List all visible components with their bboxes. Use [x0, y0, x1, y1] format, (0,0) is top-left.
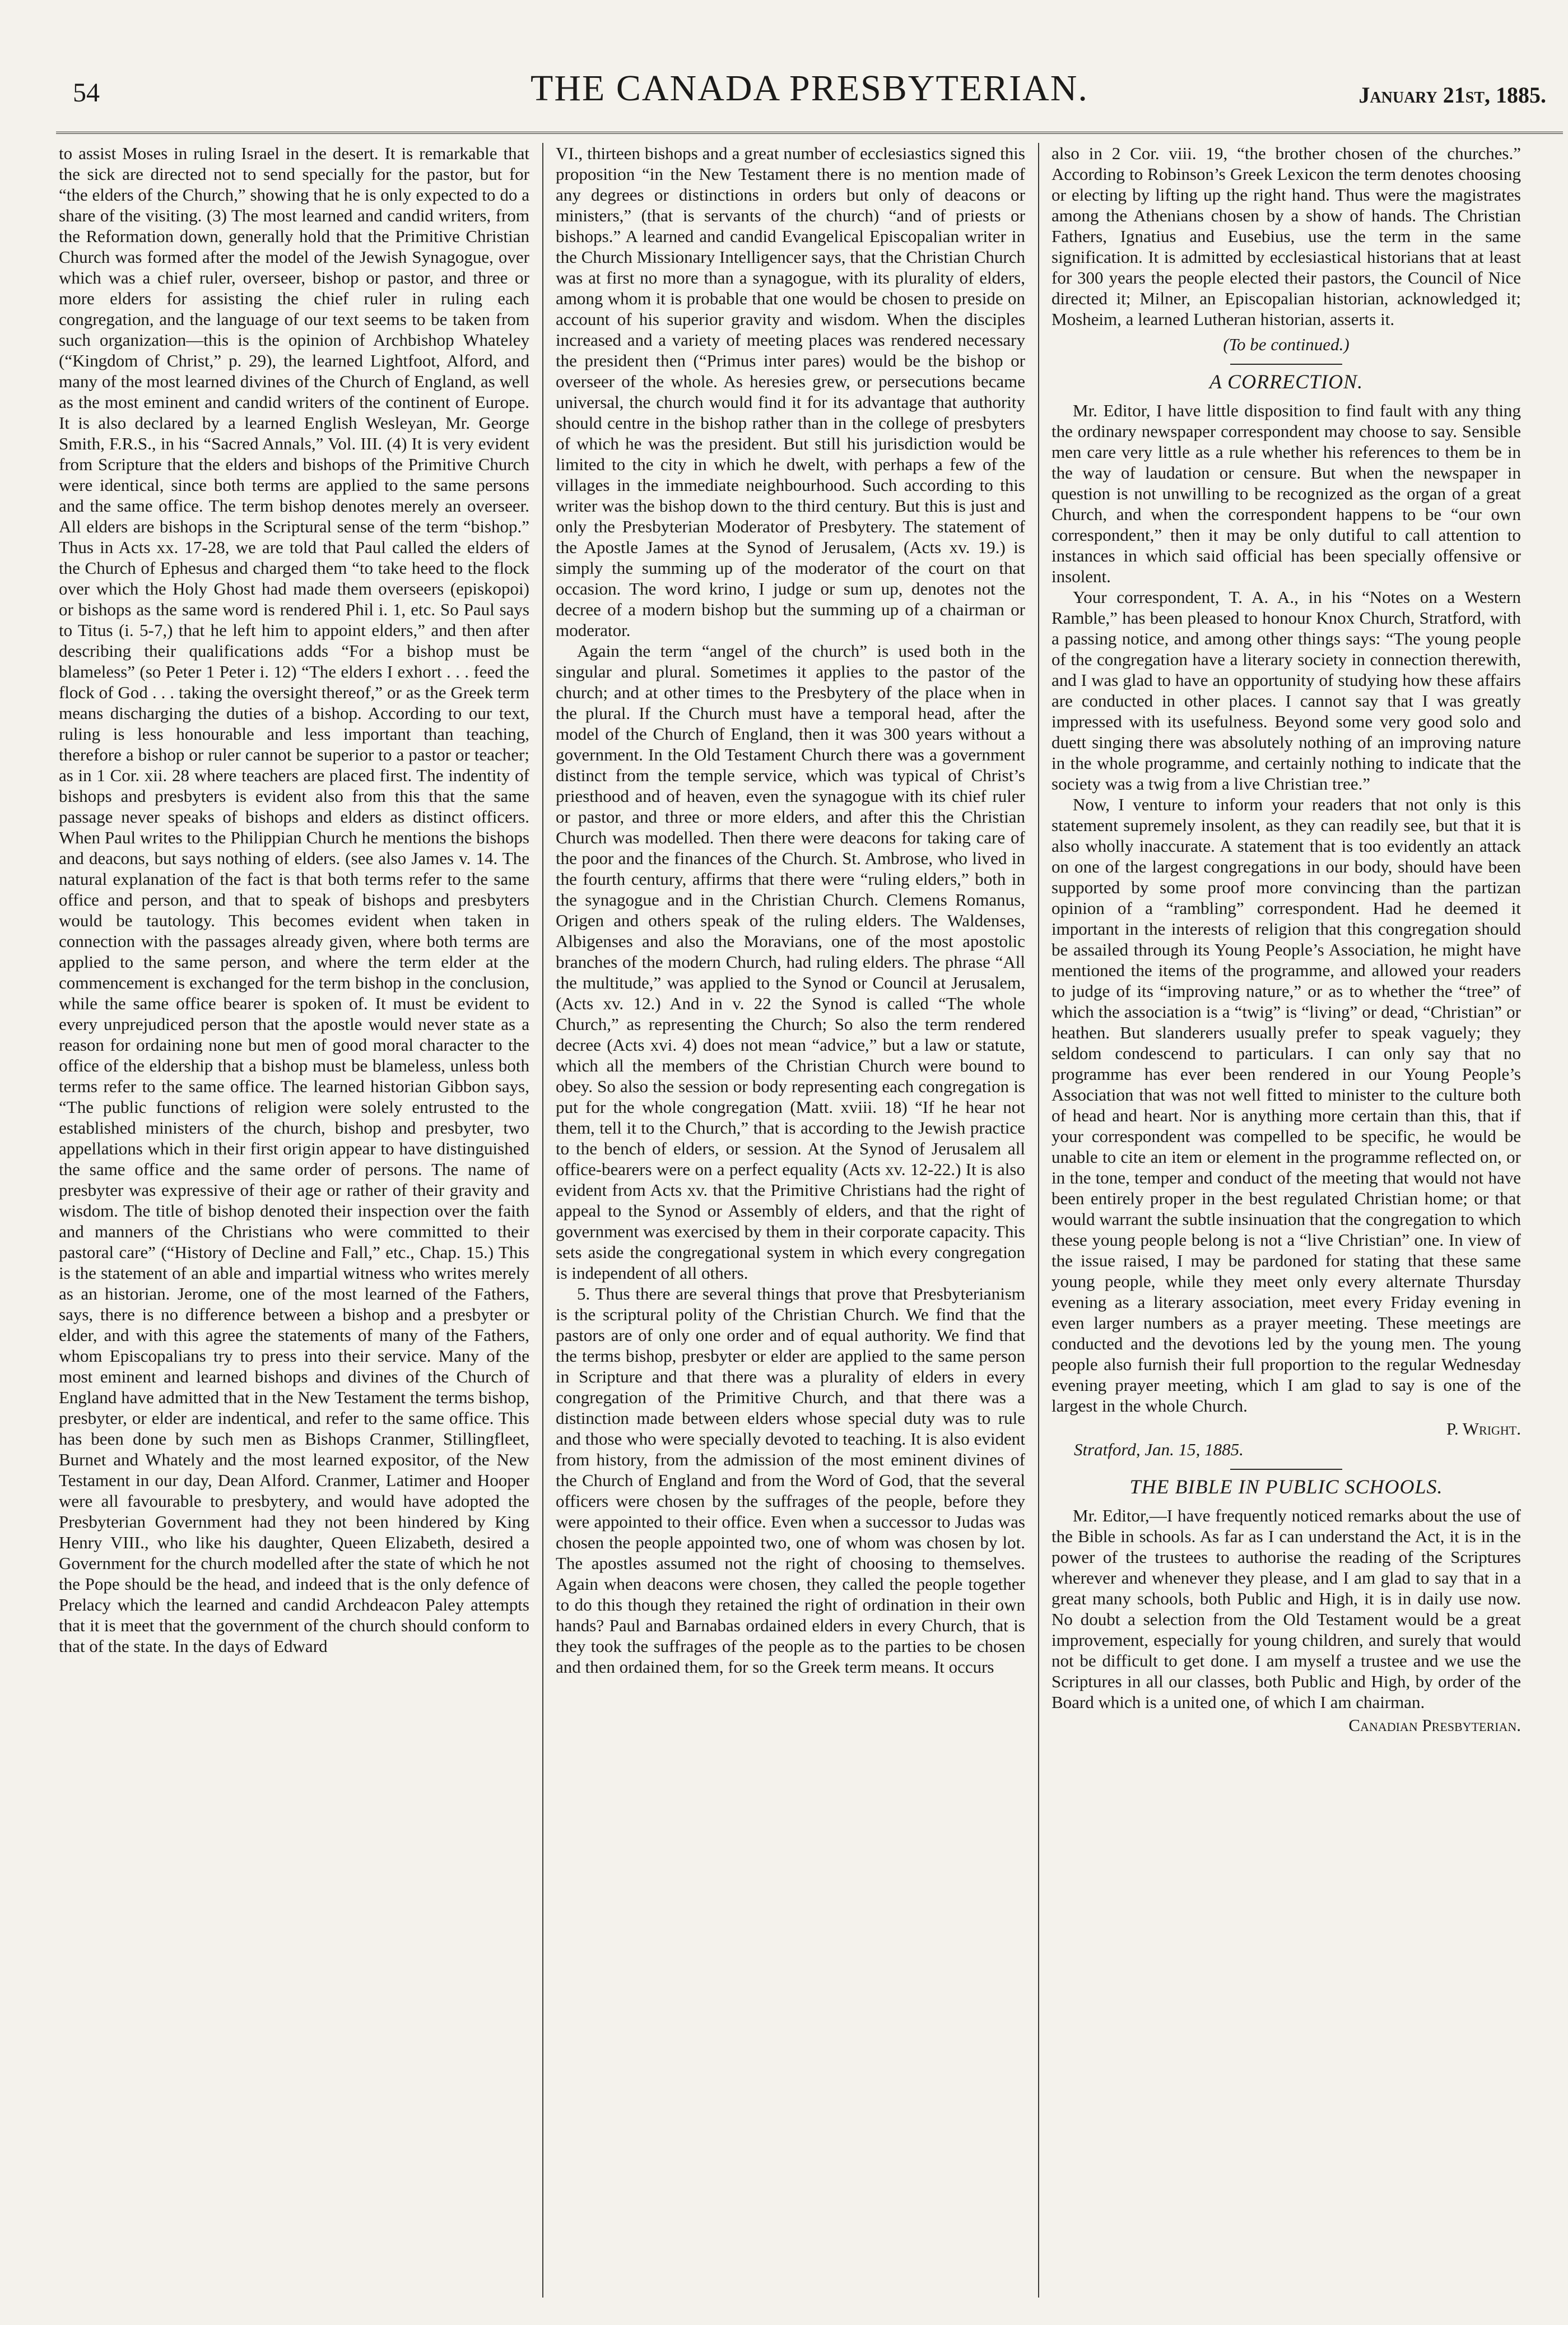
- bible-heading: THE BIBLE IN PUBLIC SCHOOLS.: [1051, 1469, 1521, 1497]
- newspaper-title: THE CANADA PRESBYTERIAN.: [531, 68, 1088, 109]
- section-divider: [1230, 364, 1342, 365]
- column-3: [1038, 143, 1521, 2298]
- article-paragraph: to assist Moses in ruling Israel in the desert. It is remarkable that the sick are directed not to send specially for the pastor, but for “the elders of the Church,” showing that he is only expected to do a share of the visiting. (3) The most learned and candid writers, from the Reformation down, generally hold that the Primitive Christian Church was formed after the model of the Jewish Synagogue, over which was a chief ruler, overseer, bishop or pastor, and three or more elders for assisting the chief ruler in ruling each congregation, and the language of our text seems to be taken from such organization—this is the opinion of Archbishop Whateley (“Kingdom of Christ,” p. 29), the learned Lightfoot, Alford, and many of the most learned divines of the Church of England, as well as the most eminent and candid writers of the continent of Europe. It is also declared by a learned English Wesleyan, Mr. George Smith, F.R.S., in his “Sacred Annals,” Vol. III. (4) It is very evident from Scripture that the elders and bishops of the Primitive Church were identical, since both terms are applied to the same persons and the same office. The term bishop denotes merely an overseer. All elders are bishops in the Scriptural sense of the term “bishop.” Thus in Acts xx. 17-28, we are told that Paul called the elders of the Church of Ephesus and charged them “to take heed to the flock over which the Holy Ghost had made them overseers (episkopoi) or bishops as the same word is rendered Phil i. 1, etc. So Paul says to Titus (i. 5-7,) that he left him to appoint elders,” and then after describing their qualifications adds “For a bishop must be blameless” (so Peter 1 Peter i. 12) “The elders I exhort . . . feed the flock of God . . . taking the oversight thereof,” or as the Greek term means discharging the duties of a bishop. According to our text, ruling is less honourable and less important than teaching, therefore a bishop or ruler cannot be superior to a pastor or teacher; as in 1 Cor. xii. 28 where teachers are placed first. The indentity of bishops and presbyters is evident also from this that the same passage never speaks of bishops and elders as distinct officers. When Paul writes to the Philippian Church he mentions the bishops and deacons, but says nothing of elders. (see also James v. 14. The natural explanation of the fact is that both terms refer to the same office and person, and that to speak of bishops and presbyters would be tautology. This becomes evident when taken in connection with the passages already given, where both terms are applied to the same person, and where the term elder at the commencement is exchanged for the term bishop in the conclusion, while the same office bearer is spoken of. It must be evident to every unprejudiced person that the apostle would never state as a reason for ordaining none but men of good moral character to the office of the eldership that a bishop must be blameless, unless both terms refer to the same office. The learned historian Gibbon says, “The public functions of religion were solely entrusted to the established ministers of the church, bishop and presbyter, two appellations which in their first origin appear to have distinguished the same office and the same order of persons. The name of presbyter was expressive of their age or rather of their gravity and wisdom. The title of bishop denoted their inspection over the faith and manners of the Christians who were committed to their pastoral care” (“History of Decline and Fall,” etc., Chap. 15.) This is the statement of an able and impartial witness who writes merely as an historian. Jerome, one of the most learned of the Fathers, says, there is no difference between a bishop and a presbyter or elder, and with this agree the statements of many of the Fathers, whom Episcopalians try to press into their service. Many of the most eminent and learned bishops and divines of the Church of England have admitted that in the New Testament the terms bishop, presbyter, or elder are indentical, and refer to the same office. This has been done by such men as Bishops Cranmer, Stillingfleet, Burnet and Whately and the most learned expositor, of the New Testament in our day, Dean Alford. Cranmer, Latimer and Hooper were all favourable to presbytery, and would have adopted the Presbyterian Government had they not been hindered by King Henry VIII., who like his daughter, Queen Elizabeth, desired a Government for the church modelled after the state of which he not the Pope should be the head, and indeed that is the only defence of Prelacy which the learned and candid Archdeacon Paley attempts that it is meet that the government of the church should conform to that of the state. In the days of Edward: [59, 143, 529, 1656]
- to-be-continued: (To be continued.): [1223, 335, 1350, 354]
- letter-paragraph: Now, I venture to inform your readers that not only is this statement supremely insolent, as they can readily see, but that it is also wholly inaccurate. A statement that is too evidently an attack on one of the largest congregations in our body, should have been supported by some proof more convincing than the partizan opinion of a “rambling” correspondent. Had he deemed it important in the interests of religion that this congregation should be assailed through its Young People’s Association, he might have mentioned the items of the programme, and allowed your readers to judge of its “improving nature,” or as to whether the “tree” of which the association is a “twig” is “living” or dead, “Christian” or heathen. But slanderers usually prefer to speak vaguely; they seldom condescend to particulars. I can only say that no programme has ever been rendered in our Young People’s Association that was not well fitted to minister to the culture both of head and heart. Nor is anything more certain than this, that if your correspondent was compelled to be specific, he would be unable to cite an item or element in the programme reflected on, or in the tone, temper and conduct of the meeting that would not have been entirely proper in the best regulated Christian home; or that would warrant the subtle insinuation that the congregation to which these young people belong is not a “live Christian” one. In view of the issue raised, I may be pardoned for stating that these same young people, while they meet only every alternate Thursday evening as a literary association, meet every Friday evening in even larger numbers as a prayer meeting. These meetings are conducted and the devotions led by the young men. The young people also furnish their full proportion to the regular Wednesday evening prayer meeting, which I am glad to say is one of the largest in the whole Church.: [1051, 795, 1521, 1416]
- letter-paragraph: Your correspondent, T. A. A., in his “Notes on a Western Ramble,” has been pleased to honour Knox Church, Stratford, with a passing notice, and among other things says: “The young people of the congregation have a literary society in connection therewith, and I was glad to have an opportunity of studying how these affairs are conducted in other places. I cannot say that I was greatly impressed with its usefulness. Beyond some very good solo and duett singing there was absolutely nothing of an improving nature in the whole programme, and certainly nothing to indicate that the society was a twig from a live Christian tree.”: [1051, 587, 1521, 793]
- newspaper-page: [56, 67, 1563, 2298]
- letter-place-date: Stratford, Jan. 15, 1885.: [1074, 1440, 1244, 1459]
- masthead: [56, 67, 1563, 134]
- article-columns: [56, 143, 1563, 2298]
- column-1: [59, 143, 529, 2298]
- section-divider: [1230, 1469, 1342, 1470]
- letter-signature: Canadian Presbyterian.: [1348, 1715, 1521, 1735]
- article-paragraph: also in 2 Cor. viii. 19, “the brother chosen of the churches.” According to Robinson’s Greek Lexicon the term denotes choosing or electing by lifting up the right hand. Thus were the magistrates among the Athenians chosen by a show of hands. The Christian Fathers, Ignatius and Eusebius, use the term in the same signification. It is admitted by ecclesiastical historians that at least for 300 years the people elected their pastors, the Council of Nice directed it; Milner, an Episcopalian historian, acknowledged it; Mosheim, a learned Lutheran historian, asserts it.: [1051, 143, 1521, 329]
- issue-date: January 21st, 1885.: [1358, 82, 1546, 108]
- page-number: 54: [73, 78, 100, 108]
- correction-heading: A CORRECTION.: [1051, 364, 1521, 392]
- article-paragraph: VI., thirteen bishops and a great number of ecclesiastics signed this proposition “in the New Testament there is no mention made of any degrees or distinctions in orders but only of deacons or ministers,” (that is servants of the church) “and of priests or bishops.” A learned and candid Evangelical Episcopalian writer in the Church Missionary Intelligencer says, that the Christian Church was at first no more than a synagogue, with its plurality of elders, among whom it is probable that one would be chosen to preside on account of his superior gravity and wisdom. When the disciples increased and a variety of meeting places was rendered necessary the president then (“Primus inter pares) would be the bishop or overseer of the whole. As heresies grew, or persecutions became universal, the church would find it for its advantage that authority should centre in the bishop rather than in the college of presbyters of which he was the president. But still his jurisdiction would be limited to the city in which he dwelt, with perhaps a few of the villages in the immediate neighbourhood. Such according to this writer was the bishop down to the third century. But this is just and only the Presbyterian Moderator of Presbytery. The statement of the Apostle James at the Synod of Jerusalem, (Acts xv. 19.) is simply the summing up of the moderator of the court on that occasion. The word krino, I judge or sum up, denotes not the decree of a modern bishop but the summing up of a chairman or moderator.: [556, 143, 1025, 640]
- article-paragraph: 5. Thus there are several things that prove that Presbyterianism is the scriptural polity of the Christian Church. We find that the pastors are of only one order and of equal authority. We find that the terms bishop, presbyter or elder are applied to the same person in Scripture and that there was a plurality of elders in every congregation of the Primitive Church, and that there was a distinction made between elders whose special duty was to rule and those who were specially devoted to teaching. It is also evident from history, from the admission of the most eminent divines of the Church of England and from the Word of God, that the several officers were chosen by the suffrages of the people, before they were appointed to their office. Even when a successor to Judas was chosen the people appointed two, one of whom was chosen by lot. The apostles assumed not the right of choosing to themselves. Again when deacons were chosen, they called the people together to do this though they retained the right of ordination in their own hands? Paul and Barnabas ordained elders in every Church, that is they took the suffrages of the people as to the parties to be chosen and then ordained them, for so the Greek term means. It occurs: [556, 1284, 1025, 1677]
- letter-signature: P. Wright.: [1446, 1419, 1521, 1438]
- article-paragraph: Again the term “angel of the church” is used both in the singular and plural. Sometimes it applies to the pastor of the church; and at other times to the Presbytery of the place when in the plural. If the Church must have a temporal head, after the model of the Church of England, then it was 300 years without a government. In the Old Testament Church there was a government distinct from the temple service, which was typical of Christ’s priesthood and of heaven, even the synagogue with its chief ruler or pastor, and three or more elders, and after this the Christian Church was modelled. Then there were deacons for taking care of the poor and the finances of the Church. St. Ambrose, who lived in the fourth century, affirms that there were “ruling elders,” both in the synagogue and in the Christian Church. Clemens Romanus, Origen and others speak of the ruling elders. The Waldenses, Albigenses and also the Moravians, one of the most apostolic branches of the modern Church, had ruling elders. The phrase “All the multitude,” was applied to the Synod or Council at Jerusalem, (Acts xv. 12.) And in v. 22 the Synod is called “The whole Church,” as representing the Church; So also the term rendered decree (Acts xvi. 4) does not mean “advice,” but a law or statute, which all the members of the Christian Church were bound to obey. So also the session or body representing each congregation is put for the whole congregation (Matt. xviii. 18) “If he hear not them, tell it to the Church,” that is according to the Jewish practice to the bench of elders, or session. At the Synod of Jerusalem all office-bearers were on a perfect equality (Acts xv. 12-22.) It is also evident from Acts xv. that the Primitive Christians had the right of appeal to the Synod or Assembly of elders, and that the right of government was exercised by them in their corporate capacity. This sets aside the congregational system in which every congregation is independent of all others.: [556, 641, 1025, 1283]
- letter-paragraph: Mr. Editor, I have little disposition to find fault with any thing the ordinary newspaper correspondent may choose to say. Sensible men care very little as a rule whether his references to them be in the way of laudation or censure. But when the newspaper in question is not unwilling to be recognized as the organ of a great Church, and when the correspondent happens to be “our own correspondent,” then it may be only dutiful to call attention to instances in which said official has been specially offensive or insolent.: [1051, 401, 1521, 586]
- letter-paragraph: Mr. Editor,—I have frequently noticed remarks about the use of the Bible in schools. As far as I can understand the Act, it is in the power of the trustees to authorise the reading of the Scriptures wherever and whenever they please, and I am glad to say that in a great many schools, both Public and High, it is in daily use now. No doubt a selection from the Old Testament would be a great improvement, especially for young children, and surely that would not be difficult to get done. I am myself a trustee and we use the Scriptures in all our classes, both Public and High, by order of the Board which is a united one, of which I am chairman.: [1051, 1506, 1521, 1712]
- column-2: [542, 143, 1025, 2298]
